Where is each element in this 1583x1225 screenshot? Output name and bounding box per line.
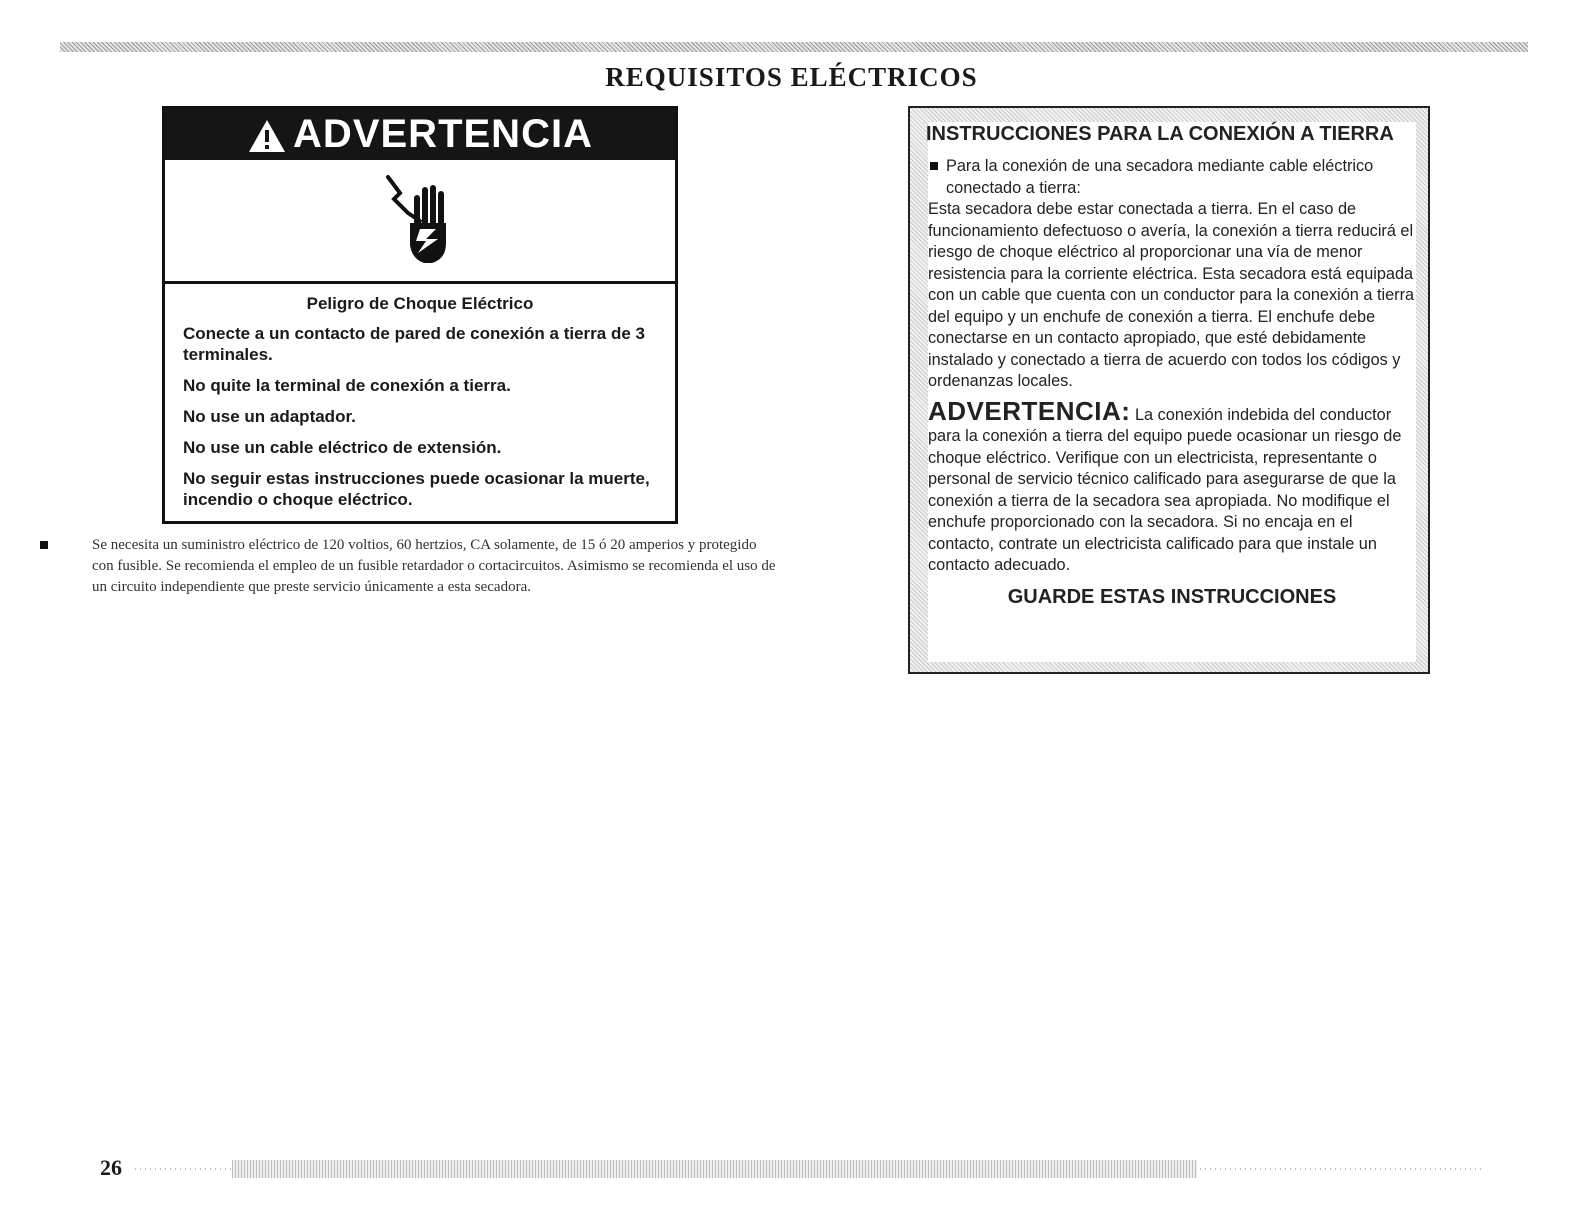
- bottom-decorative-band: [232, 1160, 1197, 1178]
- warning-heading: ADVERTENCIA: [293, 112, 593, 156]
- warning-line: No quite la terminal de conexión a tierra.: [183, 376, 511, 395]
- warning-text: [165, 284, 675, 510]
- supply-note: [40, 535, 780, 598]
- page-number: 26: [100, 1155, 122, 1180]
- grounding-title: INSTRUCCIONES PARA LA CONEXIÓN A TIERRA: [926, 123, 1394, 145]
- grounding-bullet: [928, 156, 1416, 199]
- electric-shock-hand-icon: [380, 173, 460, 269]
- warning-line: Conecte a un contacto de pared de conexión a tierra de 3 terminales.: [183, 324, 645, 364]
- grounding-instructions-box: [908, 106, 1430, 674]
- grounding-warning-word: ADVERTENCIA:: [928, 395, 1131, 426]
- warning-line: No use un cable eléctrico de extensión.: [183, 438, 502, 457]
- grounding-inner: [928, 122, 1416, 662]
- hazard-title: Peligro de Choque Eléctrico: [306, 294, 534, 313]
- grounding-warning-text: La conexión indebida del conductor para la conexión a tierra del equipo puede ocasionar un riesgo de choque eléctrico. Verifique con un electricista, representante o personal de servicio técnico calificado para asegurarse de que la conexión a tierra de la secadora sea apropiada. No modifique el enchufe proporcionado con la secadora. Si no encaja en el contacto, contrate un electricista calificado para que instale un contacto adecuado.: [928, 405, 1402, 574]
- grounding-warning: [928, 395, 1416, 577]
- supply-note-text: Se necesita un suministro eléctrico de 120 voltios, 60 hertzios, CA solamente, de 15 ó 20 amperios y protegido con fusible. Se recomienda el empleo de un fusible retardador o cortacircuitos. Asimismo se recomienda el uso de un circuito independiente que preste servicio únicamente a esta secadora.: [92, 537, 776, 595]
- warning-triangle-icon: [247, 118, 287, 154]
- page-title: REQUISITOS ELÉCTRICOS: [605, 62, 978, 92]
- top-decorative-band: [60, 42, 1528, 52]
- grounding-paragraph: Esta secadora debe estar conectada a tierra. En el caso de funcionamiento defectuoso o avería, la conexión a tierra reducirá el riesgo de choque eléctrico al proporcionar una vía de menor resistencia para la corriente eléctrica. Esta secadora está equipada con un cable que cuenta con un conductor para la conexión a tierra del equipo y un enchufe de conexión a tierra. El enchufe debe conectarse en un contacto apropiado, que esté debidamente instalado y conectado a tierra de acuerdo con todos los códigos y ordenanzas locales.: [928, 200, 1415, 390]
- grounding-bullet-text: Para la conexión de una secadora mediante cable eléctrico conectado a tierra:: [946, 157, 1374, 197]
- save-instructions: GUARDE ESTAS INSTRUCCIONES: [1007, 585, 1337, 608]
- bullet-marker: [930, 162, 938, 170]
- bullet-marker: [40, 541, 48, 549]
- warning-icon-area: [165, 160, 675, 284]
- grounding-body: [928, 156, 1416, 608]
- warning-line: No use un adaptador.: [183, 407, 356, 426]
- warning-header: [165, 109, 675, 160]
- warning-box: [162, 106, 678, 524]
- warning-line: No seguir estas instrucciones puede ocasionar la muerte, incendio o choque eléctrico.: [183, 469, 650, 509]
